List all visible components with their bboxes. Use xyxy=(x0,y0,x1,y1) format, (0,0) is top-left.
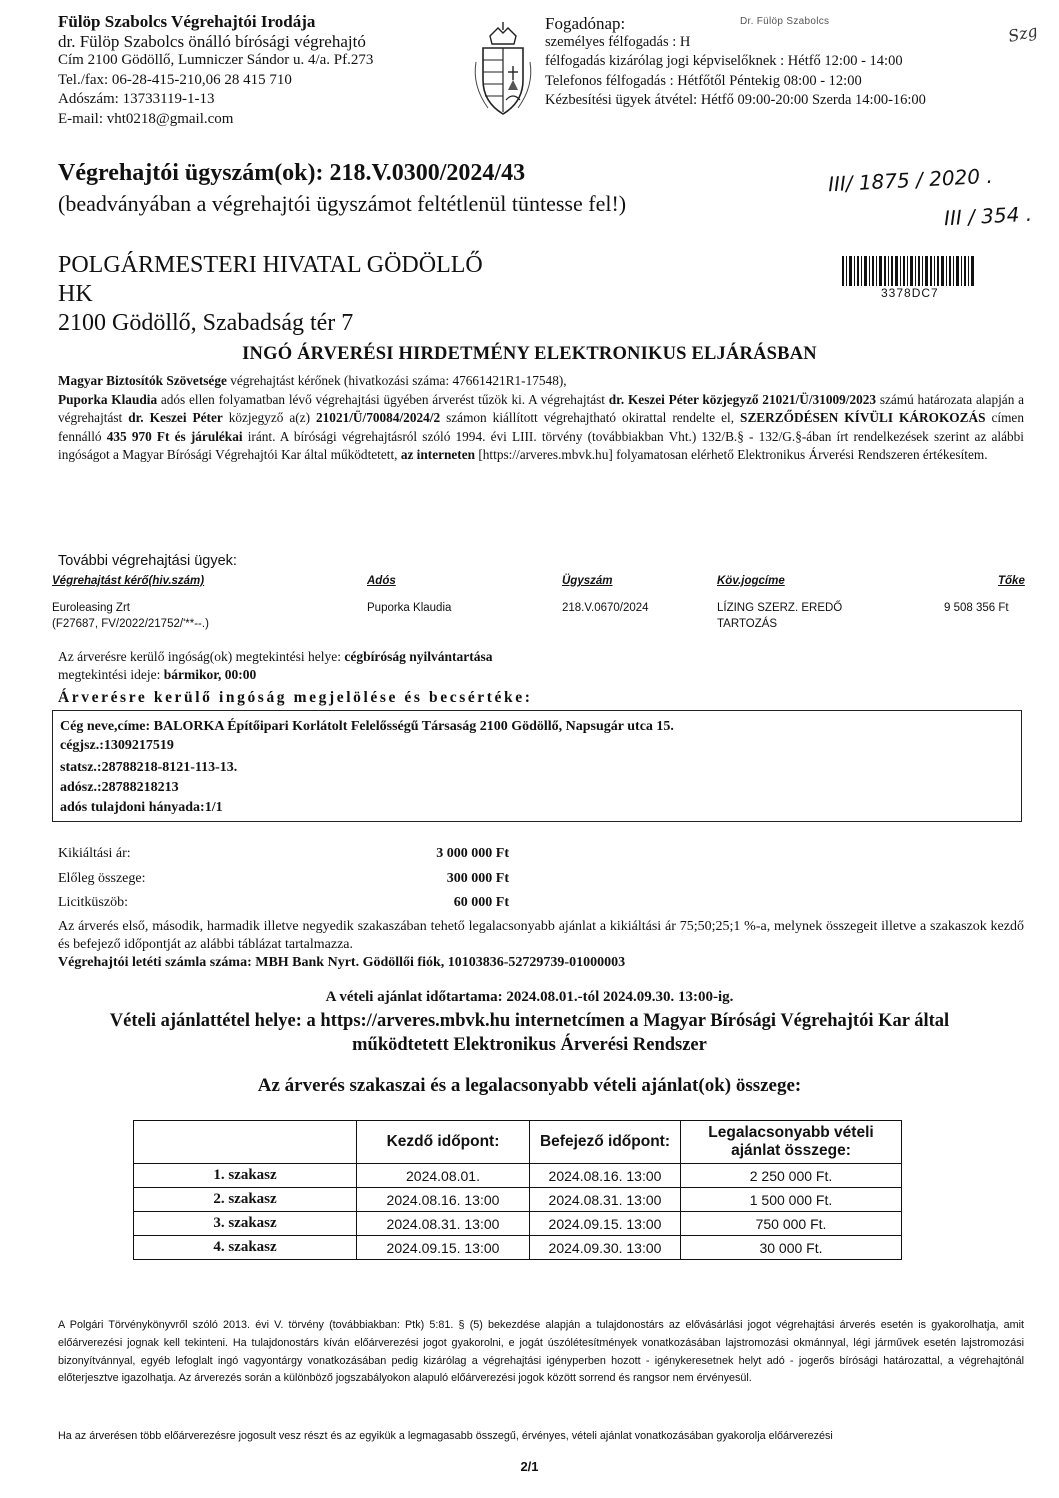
increment-label: Licitküszöb: xyxy=(58,895,128,910)
preemption-last-line: Ha az árverésen több előárverezésre jogosult vesz részt és az egyikük a legmagasabb összegű, érvényes, vételi ajánlat vonatkozásában gyakorolja előárverezési xyxy=(58,1430,833,1442)
table-header-stage xyxy=(134,1121,357,1164)
coat-of-arms-icon xyxy=(470,22,536,118)
item-registration: cégjsz.:1309217519 xyxy=(60,738,174,753)
further-debtor: Puporka Klaudia xyxy=(367,602,452,614)
further-case-no: 218.V.0670/2024 xyxy=(562,602,649,614)
stage-min-offer: 30 000 Ft. xyxy=(681,1236,902,1260)
preemption-paragraph: A Polgári Törvénykönyvről szóló 2013. évi V. törvény (továbbiakban: Ptk) 5:81. § (5) bekezdése alapján a tulajdonostárs az elővásárlási jogot végrehajtási árverés esetén is gyakorolhatja, amit előárverezési jognak kell tekinteni. Ha tulajdonostárs kíván előárverezési jogot gyakorolni, e jogát úszólétesítmények vonatkozásában lajstromozási okmánnyal, légi járművek esetén lajstromozási bizonyítvánnyal, egyéb lefoglalt ingó vagyontárgy vonatkozásában pedig kizárólag a végrehajtási igényperben hozott - igénykeresetnek helyt adó - jogerős bírósági határozattal, a végrehajtónál előterjesztve igazolhatja. Az árverezés során a különböző jogszabályokon alapuló előárverezési jogok között sorrend és rangsor nem érvényesül. xyxy=(58,1319,1024,1385)
intro-claim-amount: 435 970 Ft és járulékai xyxy=(106,428,243,444)
inspection-place-label: Az árverésre kerülő ingóság(ok) megtekintési helye: xyxy=(58,649,345,664)
further-creditor-name: Euroleasing Zrt xyxy=(52,602,130,614)
further-creditor xyxy=(52,600,209,632)
table-header-row xyxy=(134,1121,902,1164)
office-hours-personal: személyes félfogadás : H xyxy=(545,34,691,51)
stage-end: 2024.08.31. 13:00 xyxy=(530,1188,681,1212)
signature-icon: Szg xyxy=(1006,21,1040,46)
deposit-label: Előleg összege: xyxy=(58,871,146,886)
intro-enforcement-number: 21021/Ü/70084/2024/2 xyxy=(316,410,441,426)
intro-text: adós ellen folyamatban lévő végrehajtási ügyében árverést tűzök ki. A végrehajtást xyxy=(157,391,609,407)
debtor-name: Puporka Klaudia xyxy=(58,391,158,407)
stage-start: 2024.09.15. 13:00 xyxy=(357,1236,530,1260)
auction-text: Az árverés első, második, harmadik illetve negyedik szakaszában tehető legalacsonyabb ajánlat a kikiáltási ár 75;50;25;1 %-a, melynek összegeit illetve a szakaszok kezdő és befejező időpontját az alábbi táblázat tartalmazza. xyxy=(58,919,1024,952)
barcode-icon xyxy=(842,256,975,286)
starting-price-label: Kikiáltási ár: xyxy=(58,846,131,861)
intro-claim-title: SZERZŐDÉSEN KÍVÜLI KÁROKOZÁS xyxy=(740,410,986,426)
stage-min-offer: 2 250 000 Ft. xyxy=(681,1164,902,1188)
office-hours xyxy=(545,14,926,110)
stage-label: 4. szakasz xyxy=(134,1236,357,1260)
stage-label: 3. szakasz xyxy=(134,1212,357,1236)
intro-text: címen fennálló xyxy=(58,410,1024,444)
offer-period: A vételi ajánlat időtartama: 2024.08.01.-tól 2024.09.30. 13:00-ig. xyxy=(325,989,734,1005)
col-header-capital: Tőke xyxy=(998,575,1025,587)
office-name: Fülöp Szabolcs Végrehajtói Irodája xyxy=(58,12,316,31)
offer-place-line2: működtetett Elektronikus Árverési Rendszer xyxy=(352,1035,707,1055)
item-company: Cég neve,címe: BALORKA Építőipari Korlátolt Felelősségű Társaság 2100 Gödöllő, Napsugár utca 15. xyxy=(60,719,674,734)
case-instruction: (beadványában a végrehajtói ügyszámot feltétlenül tüntesse fel!) xyxy=(58,191,627,216)
stage-start: 2024.08.31. 13:00 xyxy=(357,1212,530,1236)
col-header-creditor: Végrehajtást kérő(hiv.szám) xyxy=(52,575,205,587)
table-header-min-offer: Legalacsonyabb vételi ajánlat összege: xyxy=(681,1121,902,1164)
document-title: INGÓ ÁRVERÉSI HIRDETMÉNY ELEKTRONIKUS ELJÁRÁSBAN xyxy=(242,344,817,364)
table-row xyxy=(134,1188,902,1212)
further-claim xyxy=(717,600,842,632)
table-row xyxy=(134,1212,902,1236)
addressee-name: POLGÁRMESTERI HIVATAL GÖDÖLLŐ xyxy=(58,252,483,278)
stage-min-offer: 750 000 Ft. xyxy=(681,1212,902,1236)
stage-end: 2024.09.30. 13:00 xyxy=(530,1236,681,1260)
intro-notary-decision: dr. Keszei Péter közjegyző 21021/Ü/31009/2023 xyxy=(608,391,877,407)
further-capital: 9 508 356 Ft xyxy=(944,602,1009,614)
intro-text: [https://arveres.mbvk.hu] folyamatosan elérhető Elektronikus Árverési Rendszeren értékesítem. xyxy=(475,447,988,463)
stage-start: 2024.08.01. xyxy=(357,1164,530,1188)
inspection-place-value: cégbíróság nyilvántartása xyxy=(344,649,493,664)
item-ownership: adós tulajdoni hányada:1/1 xyxy=(60,800,223,815)
stage-label: 1. szakasz xyxy=(134,1164,357,1188)
stage-min-offer: 1 500 000 Ft. xyxy=(681,1188,902,1212)
office-hours-lawyers: félfogadás kizárólag jogi képviselőknek : Hétfő 12:00 - 14:00 xyxy=(545,53,903,70)
col-header-claim: Köv.jogcíme xyxy=(717,575,785,587)
auction-stages-text xyxy=(58,918,1024,972)
increment-value: 60 000 Ft xyxy=(453,895,509,910)
handwritten-registry-1: III/ 1875 / 2020 . xyxy=(827,163,994,197)
further-claim-line: TARTOZÁS xyxy=(717,618,778,630)
table-header-start: Kezdő időpont: xyxy=(357,1121,530,1164)
offer-place-line1: Vételi ajánlattétel helye: a https://arveres.mbvk.hu internetcímen a Magyar Bírósági Végrehajtói Kar által xyxy=(109,1011,950,1031)
office-hours-delivery: Kézbesítési ügyek átvétel: Hétfő 09:00-20:00 Szerda 14:00-16:00 xyxy=(545,91,926,108)
office-hours-title: Fogadónap: xyxy=(545,14,626,33)
office-hours-phone: Telefonos félfogadás : Hétfőtől Péntekig 08:00 - 12:00 xyxy=(545,72,862,89)
intro-text: iránt. A bírósági végrehajtásról szóló 1994. évi LIII. törvény (továbbiakban Vht.) 132/B.§ - 132/G.§-ában írt rendelkezések szerint az alábbi ingóságot a Magyar Bírósági Végrehajtói Kar által működtetett, xyxy=(58,428,1024,463)
stages-title: Az árverés szakaszai és a legalacsonyabb vételi ajánlat(ok) összege: xyxy=(257,1075,802,1096)
item-tax-number: adósz.:28788218213 xyxy=(60,780,179,795)
stage-end: 2024.08.16. 13:00 xyxy=(530,1164,681,1188)
creditor-name: Magyar Biztosítók Szövetsége xyxy=(58,373,227,388)
stage-start: 2024.08.16. 13:00 xyxy=(357,1188,530,1212)
barcode-code: 3378DC7 xyxy=(881,286,939,300)
office-address: Cím 2100 Gödöllő, Lumniczer Sándor u. 4/a. Pf.273 xyxy=(58,52,374,68)
intro-text: számon kiállított végrehajtható okirattal rendelte el, xyxy=(440,410,741,426)
intro-text: végrehajtást kérőnek (hivatkozási száma: 47661421R1-17548), xyxy=(226,373,567,388)
item-heading: Árverésre kerülő ingóság megjelölése és becsértéke: xyxy=(58,689,533,706)
stamp-name: Dr. Fülöp Szabolcs xyxy=(740,16,830,27)
col-header-debtor: Adós xyxy=(367,575,396,587)
inspection-time-label: megtekintési ideje: xyxy=(58,667,164,682)
office-tax-number: Adószám: 13733119-1-13 xyxy=(58,91,215,107)
case-number: Végrehajtói ügyszám(ok): 218.V.0300/2024/43 xyxy=(58,160,526,186)
item-stat-number: statsz.:28788218-8121-113-13. xyxy=(60,760,238,775)
stages-table xyxy=(133,1120,902,1260)
addressee-unit: HK xyxy=(58,281,93,307)
deposit-value: 300 000 Ft xyxy=(446,871,509,886)
intro-paragraph xyxy=(58,372,1024,465)
further-cases-title: További végrehajtási ügyek: xyxy=(58,553,237,569)
inspection-info xyxy=(58,648,493,684)
col-header-case-no: Ügyszám xyxy=(562,575,613,587)
office-email: E-mail: vht0218@gmail.com xyxy=(58,110,234,127)
starting-price-value: 3 000 000 Ft xyxy=(436,846,509,861)
addressee-address: 2100 Gödöllő, Szabadság tér 7 xyxy=(58,310,354,336)
executor-name: dr. Fülöp Szabolcs önálló bírósági végrehajtó xyxy=(58,31,366,51)
table-row xyxy=(134,1236,902,1260)
bank-account-line: Végrehajtói letéti számla száma: MBH Bank Nyrt. Gödöllői fiók, 10103836-52729739-01000003 xyxy=(58,955,626,970)
further-claim-line: LÍZING SZERZ. EREDŐ xyxy=(717,602,843,614)
intro-text: közjegyző a(z) xyxy=(222,410,316,426)
further-creditor-ref: (F27687, FV/2022/21752/'**--.) xyxy=(52,618,209,630)
stage-label: 2. szakasz xyxy=(134,1188,357,1212)
stage-end: 2024.09.15. 13:00 xyxy=(530,1212,681,1236)
table-header-end: Befejező időpont: xyxy=(530,1121,681,1164)
office-phone: Tel./fax: 06-28-415-210,06 28 415 710 xyxy=(58,71,292,88)
inspection-time-value: bármikor, 00:00 xyxy=(163,667,257,682)
intro-internet: az interneten xyxy=(400,447,476,463)
office-header xyxy=(58,12,373,129)
intro-notary: dr. Keszei Péter xyxy=(128,410,223,426)
page-number: 2/1 xyxy=(520,1459,539,1474)
intro-text: számú határozata alapján a végrehajtást xyxy=(58,391,1025,426)
table-row xyxy=(134,1164,902,1188)
handwritten-registry-2: III / 354 . xyxy=(943,201,1033,231)
